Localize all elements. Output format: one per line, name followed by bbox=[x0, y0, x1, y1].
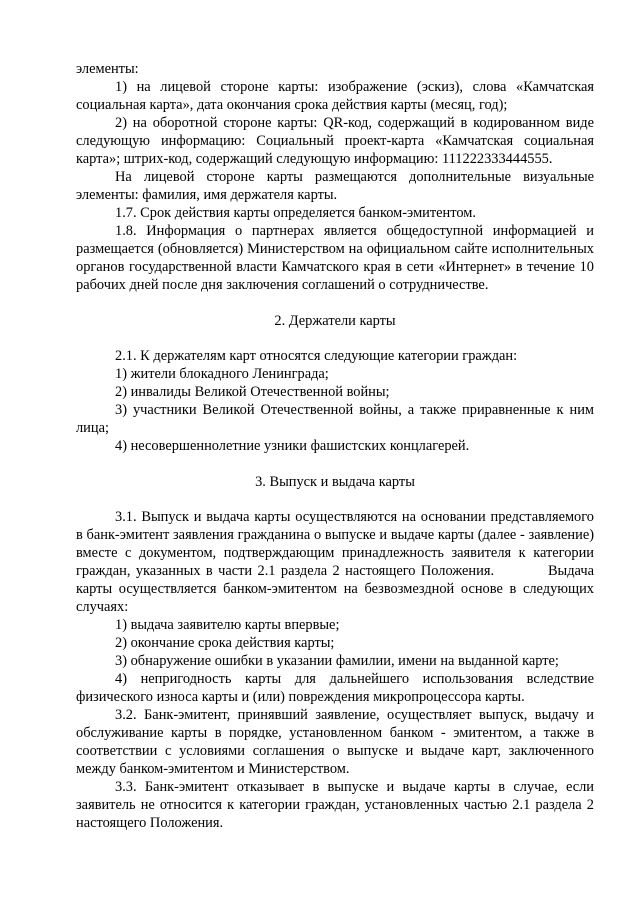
spacer bbox=[76, 294, 594, 312]
list-item-3: 3) участники Великой Отечественной войны, а также приравненные к ним лица; bbox=[76, 402, 594, 436]
spacer bbox=[76, 330, 594, 347]
spacer bbox=[76, 491, 594, 508]
document-page bbox=[76, 60, 598, 832]
paragraph-elements: элементы: bbox=[76, 61, 139, 77]
list-item-4: 4) несовершеннолетние узники фашистских концлагерей. bbox=[115, 438, 470, 454]
paragraph-back-side: 2) на оборотной стороне карты: QR-код, содержащий в кодированном виде следующую информацию: Социальный проект-карта «Камчатская социальная карта»; штрих-код, содержащий следующую информацию: 111222333444555. bbox=[76, 115, 594, 167]
paragraph-2-1: 2.1. К держателям карт относятся следующие категории граждан: bbox=[115, 348, 518, 364]
case-item-4: 4) непригодность карты для дальнейшего использования вследствие физического износа карты и (или) повреждения микропроцессора карты. bbox=[76, 671, 594, 705]
paragraph-3-1: 3.1. Выпуск и выдача карты осуществляются на основании представляемого в банк-эмитент заявления гражданина о выпуске и выдаче карты (далее - заявление) вместе с документом, подтверждающим принадлежность заявителя к категории граждан, указанных в части 2.1 раздела 2 настоящего Положения. Выдача карты осуществляется банком-эмитентом на безвозмездной основе в следующих случаях: bbox=[76, 509, 598, 615]
section-title-issue: 3. Выпуск и выдача карты bbox=[255, 474, 415, 490]
paragraph-3-2: 3.2. Банк-эмитент, принявший заявление, осуществляет выпуск, выдачу и обслуживание карты в порядке, установленном банком - эмитентом, а также в соответствии с условиями соглашения о выпуске и выдаче карт, заключенного между банком-эмитентом и Министерством. bbox=[76, 707, 594, 777]
section-title-holders: 2. Держатели карты bbox=[274, 313, 396, 329]
paragraph-visual-elements: На лицевой стороне карты размещаются дополнительные визуальные элементы: фамилия, имя держателя карты. bbox=[76, 169, 594, 203]
paragraph-3-3: 3.3. Банк-эмитент отказывает в выпуске и выдаче карты в случае, если заявитель не относится к категории граждан, установленных частью 2.1 раздела 2 настоящего Положения. bbox=[76, 779, 594, 831]
case-item-1: 1) выдача заявителю карты впервые; bbox=[115, 617, 340, 633]
list-item-2: 2) инвалиды Великой Отечественной войны; bbox=[115, 384, 390, 400]
list-item-1: 1) жители блокадного Ленинграда; bbox=[115, 366, 329, 382]
spacer bbox=[76, 455, 594, 473]
case-item-3: 3) обнаружение ошибки в указании фамилии, имени на выданной карте; bbox=[115, 653, 559, 669]
paragraph-1-7: 1.7. Срок действия карты определяется банком-эмитентом. bbox=[115, 205, 476, 221]
paragraph-front-side: 1) на лицевой стороне карты: изображение (эскиз), слова «Камчатская социальная карта», дата окончания срока действия карты (месяц, год); bbox=[76, 79, 594, 113]
case-item-2: 2) окончание срока действия карты; bbox=[115, 635, 335, 651]
paragraph-1-8: 1.8. Информация о партнерах является общедоступной информацией и размещается (обновляется) Министерством на официальном сайте исполнительных органов государственной власти Камчатского края в сети «Интернет» в течение 10 рабочих дней после дня заключения соглашений о сотрудничестве. bbox=[76, 223, 594, 293]
